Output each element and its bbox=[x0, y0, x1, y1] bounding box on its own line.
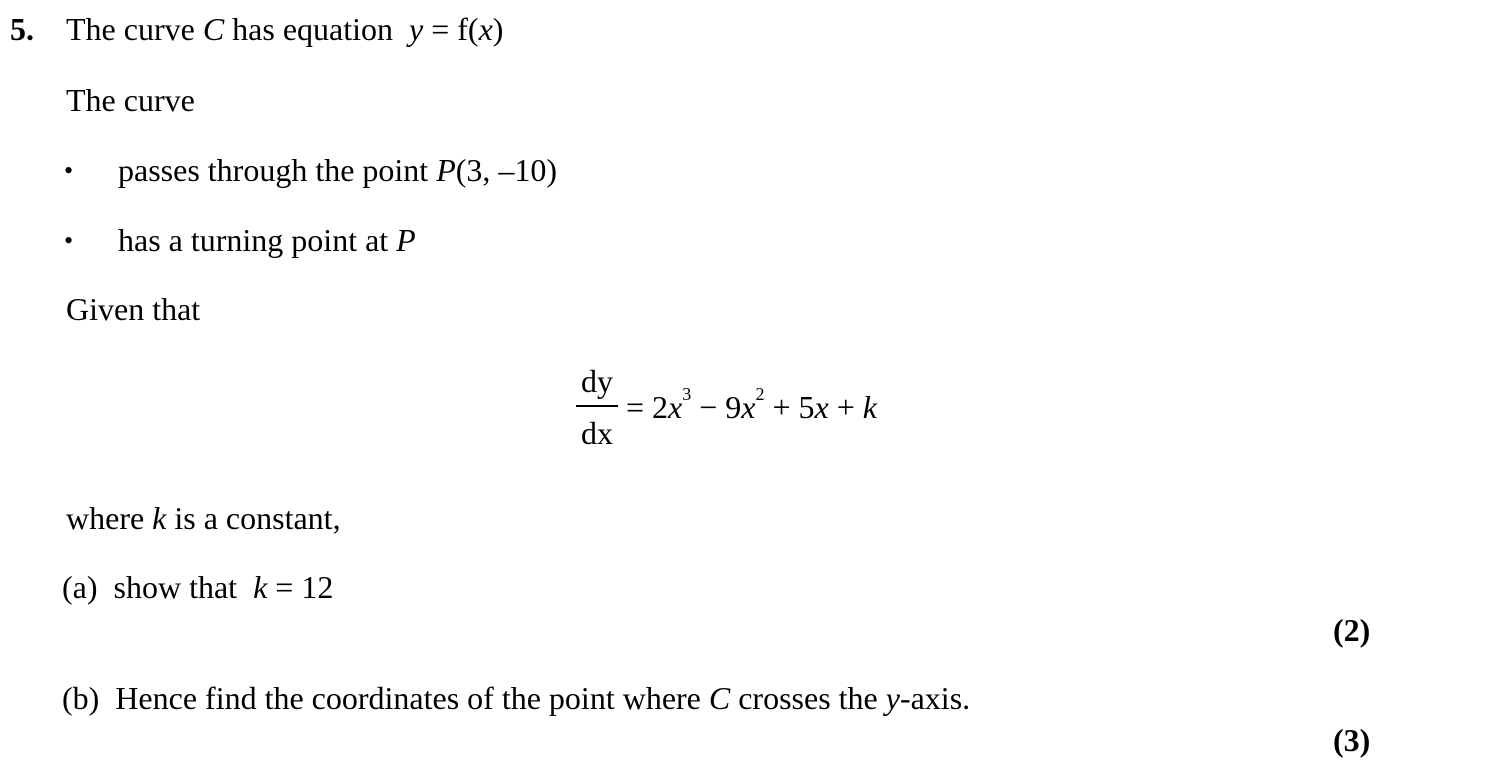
part-a-value: = 12 bbox=[267, 569, 334, 605]
bullet-1-var: P bbox=[436, 152, 456, 188]
part-a bbox=[62, 571, 333, 603]
rhs-x-squared: x bbox=[741, 389, 756, 425]
part-b-label: (b) bbox=[62, 680, 100, 716]
bullet-1-tail: (3, –10) bbox=[455, 152, 558, 188]
rhs-x: x bbox=[814, 389, 829, 425]
bullet-2-text: has a turning point at bbox=[118, 222, 389, 258]
part-b-text-3: -axis. bbox=[899, 680, 971, 716]
bullet-item-2 bbox=[118, 224, 416, 256]
curve-variable: C bbox=[202, 11, 225, 47]
part-b-var-c: C bbox=[708, 680, 731, 716]
rhs-x-cubed: x bbox=[668, 389, 683, 425]
question-number: 5. bbox=[10, 11, 34, 47]
part-b-text-1: Hence find the coordinates of the point where bbox=[115, 680, 701, 716]
part-b-text-2: crosses the bbox=[738, 680, 878, 716]
part-a-text: show that bbox=[113, 569, 238, 605]
intro-tail: has equation bbox=[232, 11, 393, 47]
part-a-var: k bbox=[253, 569, 268, 605]
the-curve-label: The curve bbox=[66, 82, 195, 118]
equation-eq: = f( bbox=[423, 11, 479, 47]
bullet-1-text: passes through the point bbox=[118, 152, 429, 188]
fraction-bar bbox=[576, 405, 618, 407]
given-that-label: Given that bbox=[66, 291, 201, 327]
rhs-plus5: + 5 bbox=[764, 389, 815, 425]
rhs-minus9: − 9 bbox=[691, 389, 742, 425]
part-b-var-y: y bbox=[885, 680, 900, 716]
derivative-equation bbox=[576, 365, 976, 455]
rhs-prefix: = 2 bbox=[626, 389, 669, 425]
bullet-dot-1: • bbox=[64, 156, 74, 185]
where-var: k bbox=[152, 500, 167, 536]
bullet-item-1 bbox=[118, 154, 557, 186]
equation-x: x bbox=[478, 11, 493, 47]
part-b bbox=[62, 682, 970, 714]
equation-y: y bbox=[409, 11, 424, 47]
bullet-dot-2: • bbox=[64, 226, 74, 255]
where-tail: is a constant, bbox=[174, 500, 341, 536]
derivative-rhs bbox=[626, 384, 877, 425]
rhs-plus: + bbox=[828, 389, 863, 425]
power-2: 2 bbox=[755, 384, 765, 404]
intro-text: The curve bbox=[66, 11, 195, 47]
rhs-k: k bbox=[862, 389, 877, 425]
part-a-marks: (2) bbox=[1333, 612, 1371, 648]
where-prefix: where bbox=[66, 500, 145, 536]
question-intro bbox=[66, 13, 503, 45]
fraction-denominator: dx bbox=[581, 415, 613, 451]
equation-close: ) bbox=[492, 11, 504, 47]
fraction-numerator: dy bbox=[581, 363, 613, 399]
part-b-marks: (3) bbox=[1333, 722, 1371, 758]
bullet-2-var: P bbox=[396, 222, 416, 258]
where-clause bbox=[66, 502, 341, 534]
power-3: 3 bbox=[682, 384, 692, 404]
part-a-label: (a) bbox=[62, 569, 98, 605]
